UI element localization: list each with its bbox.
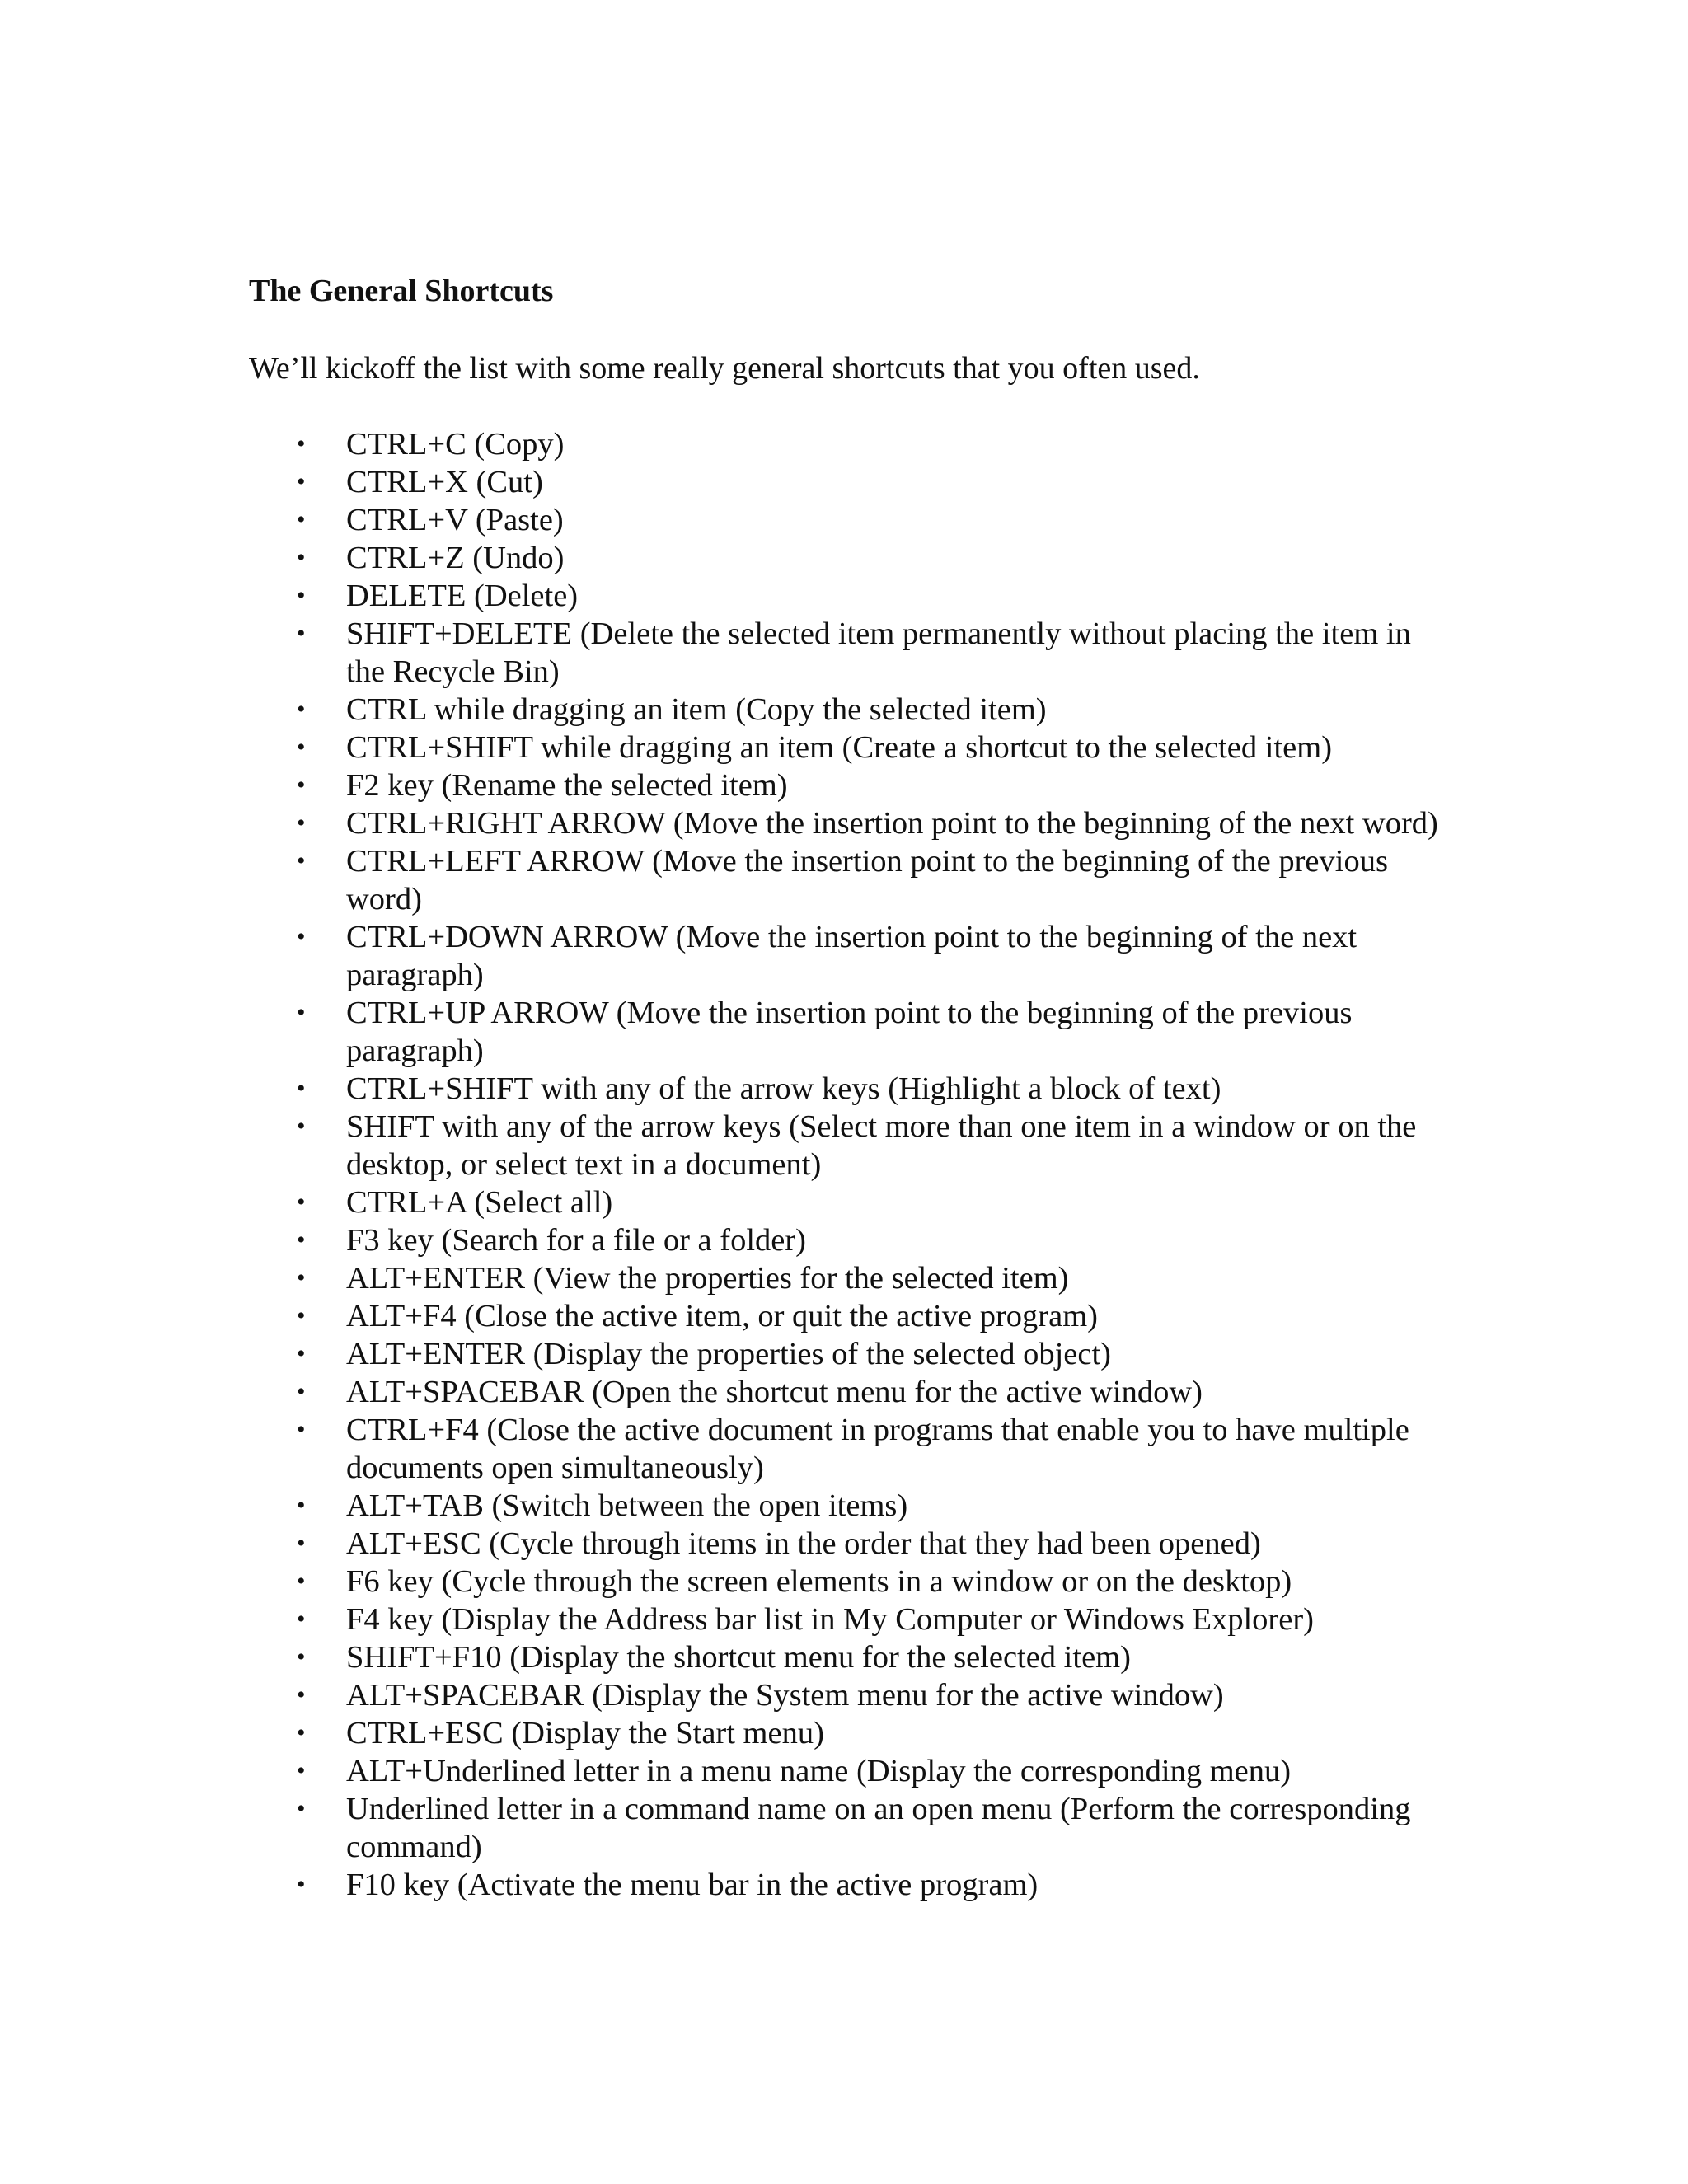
shortcut-list (0, 425, 1688, 1904)
shortcut-text: CTRL+RIGHT ARROW (Move the insertion point to the beginning of the next word) (346, 806, 1438, 841)
bullet-icon: • (297, 1871, 306, 1898)
shortcut-text: CTRL+Z (Undo) (346, 541, 565, 575)
bullet-icon: • (297, 620, 306, 647)
bullet-icon: • (297, 1416, 306, 1443)
bullet-icon: • (297, 1264, 306, 1291)
bullet-icon: • (297, 1643, 306, 1671)
shortcut-text: SHIFT+F10 (Display the shortcut menu for the selected item) (346, 1640, 1131, 1675)
bullet-icon: • (297, 923, 306, 950)
shortcut-list-item (0, 691, 1451, 729)
bullet-icon: • (297, 506, 306, 533)
shortcut-text: ALT+ENTER (View the properties for the selected item) (346, 1261, 1069, 1296)
shortcut-list-item (0, 1866, 1451, 1904)
bullet-icon: • (297, 1340, 306, 1367)
shortcut-list-item (0, 1221, 1451, 1259)
shortcut-list-item (0, 1259, 1451, 1297)
shortcut-text: CTRL+ESC (Display the Start menu) (346, 1716, 824, 1750)
shortcut-list-item (0, 577, 1451, 615)
shortcut-list-item (0, 1676, 1451, 1714)
shortcut-text: ALT+Underlined letter in a menu name (Display the corresponding menu) (346, 1754, 1292, 1788)
shortcut-text: ALT+SPACEBAR (Display the System menu for the active window) (346, 1678, 1224, 1713)
shortcut-text: CTRL+A (Select all) (346, 1185, 613, 1220)
bullet-icon: • (297, 1188, 306, 1216)
shortcut-text: ALT+ENTER (Display the properties of the selected object) (346, 1337, 1111, 1371)
shortcut-text: CTRL+SHIFT with any of the arrow keys (Highlight a block of text) (346, 1071, 1221, 1106)
bullet-icon: • (297, 696, 306, 723)
shortcut-list-item (0, 1183, 1451, 1221)
section-heading: The General Shortcuts (249, 274, 554, 308)
shortcut-text: ALT+TAB (Switch between the open items) (346, 1488, 908, 1523)
shortcut-list-item (0, 1638, 1451, 1676)
shortcut-list-item (0, 1297, 1451, 1335)
shortcut-text: CTRL+F4 (Close the active document in programs that enable you to have multiple documents open simultaneously) (346, 1413, 1409, 1485)
shortcut-list-item (0, 425, 1451, 463)
shortcut-text: F10 key (Activate the menu bar in the active program) (346, 1868, 1039, 1902)
bullet-icon: • (297, 1757, 306, 1784)
shortcut-list-item (0, 615, 1451, 691)
shortcut-list-item (0, 1411, 1451, 1487)
bullet-icon: • (297, 999, 306, 1026)
bullet-icon: • (297, 430, 306, 457)
intro-paragraph: We’ll kickoff the list with some really general shortcuts that you often used. (249, 351, 1200, 386)
shortcut-list-item (0, 501, 1451, 539)
shortcut-list-item (0, 1601, 1451, 1638)
bullet-icon: • (297, 544, 306, 571)
bullet-icon: • (297, 847, 306, 874)
shortcut-list-item (0, 1070, 1451, 1108)
shortcut-list-item (0, 463, 1451, 501)
bullet-icon: • (297, 1605, 306, 1633)
shortcut-text: SHIFT+DELETE (Delete the selected item permanently without placing the item in the Recycle Bin) (346, 616, 1411, 689)
bullet-icon: • (297, 1378, 306, 1405)
bullet-icon: • (297, 1795, 306, 1822)
shortcut-list-item (0, 1525, 1451, 1563)
shortcut-list-item (0, 1752, 1451, 1790)
bullet-icon: • (297, 1681, 306, 1708)
bullet-icon: • (297, 582, 306, 609)
shortcut-text: ALT+SPACEBAR (Open the shortcut menu for the active window) (346, 1375, 1203, 1409)
shortcut-list-item (0, 729, 1451, 766)
bullet-icon: • (297, 1113, 306, 1140)
shortcut-list-item (0, 994, 1451, 1070)
shortcut-text: DELETE (Delete) (346, 579, 579, 613)
bullet-icon: • (297, 1719, 306, 1746)
shortcut-text: CTRL+LEFT ARROW (Move the insertion point to the beginning of the previous word) (346, 844, 1388, 916)
shortcut-list-item (0, 842, 1451, 918)
shortcut-list-item (0, 766, 1451, 804)
bullet-icon: • (297, 1226, 306, 1254)
shortcut-list-item (0, 539, 1451, 577)
shortcut-list-item (0, 1790, 1451, 1866)
bullet-icon: • (297, 468, 306, 495)
shortcut-text: CTRL while dragging an item (Copy the selected item) (346, 692, 1047, 727)
shortcut-text: Underlined letter in a command name on an open menu (Perform the corresponding command) (346, 1792, 1411, 1864)
bullet-icon: • (297, 1530, 306, 1557)
shortcut-list-item (0, 1373, 1451, 1411)
shortcut-text: CTRL+C (Copy) (346, 427, 565, 462)
shortcut-text: F3 key (Search for a file or a folder) (346, 1223, 807, 1258)
shortcut-list-item (0, 1714, 1451, 1752)
shortcut-list-item (0, 804, 1451, 842)
bullet-icon: • (297, 1492, 306, 1519)
shortcut-list-item (0, 1335, 1451, 1373)
shortcut-text: CTRL+X (Cut) (346, 465, 543, 499)
bullet-icon: • (297, 1075, 306, 1102)
bullet-icon: • (297, 1568, 306, 1595)
shortcut-list-item (0, 1563, 1451, 1601)
shortcut-list-item (0, 1108, 1451, 1183)
bullet-icon: • (297, 1302, 306, 1329)
shortcut-text: SHIFT with any of the arrow keys (Select more than one item in a window or on the desktop, or select text in a document) (346, 1109, 1417, 1182)
shortcut-list-item (0, 1487, 1451, 1525)
bullet-icon: • (297, 771, 306, 799)
shortcut-text: F4 key (Display the Address bar list in My Computer or Windows Explorer) (346, 1602, 1314, 1637)
shortcut-text: F6 key (Cycle through the screen elements in a window or on the desktop) (346, 1564, 1292, 1599)
shortcut-text: CTRL+V (Paste) (346, 503, 564, 537)
shortcut-text: F2 key (Rename the selected item) (346, 768, 788, 803)
shortcut-list-item (0, 918, 1451, 994)
shortcut-text: CTRL+SHIFT while dragging an item (Create a shortcut to the selected item) (346, 730, 1333, 765)
shortcut-text: CTRL+DOWN ARROW (Move the insertion point to the beginning of the next paragraph) (346, 920, 1357, 992)
shortcut-text: ALT+F4 (Close the active item, or quit the active program) (346, 1299, 1098, 1333)
shortcut-text: CTRL+UP ARROW (Move the insertion point to the beginning of the previous paragraph) (346, 996, 1353, 1068)
bullet-icon: • (297, 809, 306, 837)
bullet-icon: • (297, 733, 306, 761)
shortcut-text: ALT+ESC (Cycle through items in the order that they had been opened) (346, 1526, 1261, 1561)
